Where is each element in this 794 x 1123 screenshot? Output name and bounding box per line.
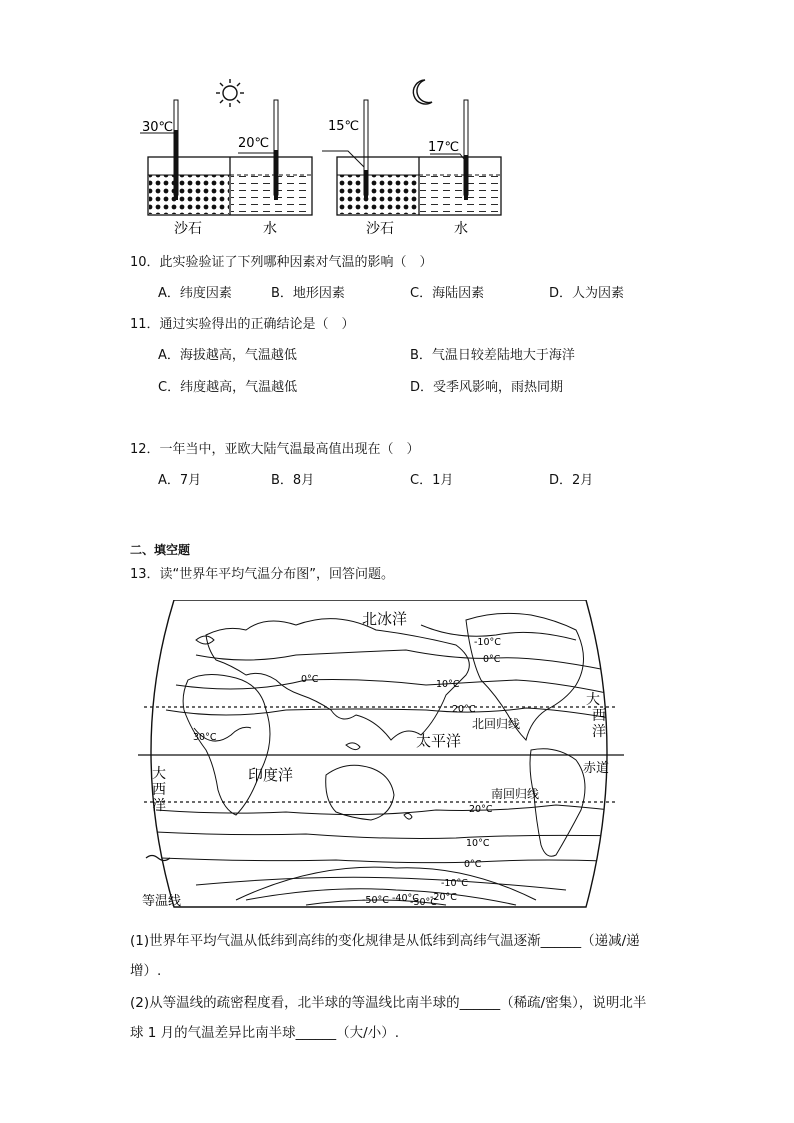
left-container (140, 100, 312, 215)
sun-icon (216, 79, 244, 107)
isotherm-value-labels (193, 637, 501, 908)
q10-option-a[interactable]: A．纬度因素 (158, 286, 232, 301)
world-temperature-map (136, 600, 626, 915)
isotherm-s-0 (161, 858, 626, 863)
temp-sand-day: 30℃ (142, 120, 174, 135)
temp-sand-night: 15℃ (328, 119, 360, 134)
isotherm-n-10 (176, 680, 616, 695)
tropic-of-cancer-label: 北回归线 (472, 717, 521, 731)
question-12-stem: 12．一年当中，亚欧大陆气温最高值出现在（ ） (130, 442, 420, 457)
svg-text:洋: 洋 (592, 724, 606, 740)
section-title: 二、填空题 (130, 543, 191, 557)
equator-label: 赤道 (583, 761, 610, 776)
isotherm-s-10 (156, 832, 626, 839)
label-s-20: 20°C (469, 804, 493, 815)
label-sand-day: 沙石 (174, 221, 202, 237)
fill-question-1-line1: (1)世界年平均气温从低纬到高纬的变化规律是从低纬到高纬气温逐渐______（递减/递 (130, 933, 640, 949)
tropic-of-capricorn-label: 南回归线 (491, 787, 540, 801)
temp-water-day: 20℃ (238, 136, 270, 151)
svg-text:洋: 洋 (152, 798, 166, 814)
label-s-0: 0°C (464, 859, 482, 870)
africa-outline (183, 674, 270, 815)
isotherm-legend-label: 等温线 (142, 894, 182, 909)
q11-option-a[interactable]: A．海拔越高，气温越低 (158, 348, 297, 363)
question-10-stem: 10．此实验验证了下列哪种因素对气温的影响（ ） (130, 255, 433, 270)
label-n-minus10: -10°C (474, 637, 501, 648)
isotherm-n-0 (196, 650, 606, 670)
label-n-0b: 0°C (301, 674, 319, 685)
question-13-stem: 13．读“世界年平均气温分布图”，回答问题。 (130, 567, 395, 582)
moon-icon (413, 80, 432, 104)
label-water-day: 水 (263, 221, 277, 237)
q10-option-c[interactable]: C．海陆因素 (410, 286, 485, 301)
q12-option-d[interactable]: D．2月 (549, 473, 594, 488)
svg-text:西: 西 (592, 708, 606, 724)
right-container (322, 100, 501, 215)
fill-question-2-line2: 球 1 月的气温差异比南半球______（大/小）. (130, 1025, 400, 1041)
isotherm-s-20 (156, 805, 626, 815)
label-s-minus50: -50°C (362, 895, 389, 906)
q10-option-d[interactable]: D．人为因素 (549, 286, 625, 301)
question-11-stem: 11．通过实验得出的正确结论是（ ） (130, 317, 355, 332)
experiment-figure (130, 75, 510, 240)
australia-outline (326, 765, 394, 820)
label-n-20: 20°C (452, 704, 476, 715)
svg-text:大: 大 (152, 766, 166, 782)
label-n-10: 10°C (436, 679, 460, 690)
fill-question-2-line1: (2)从等温线的疏密程度看，北半球的等温线比南半球的______（稀疏/密集），说明北半 (130, 995, 647, 1011)
label-s-minus10: -10°C (441, 878, 468, 889)
q12-option-c[interactable]: C．1月 (410, 473, 454, 488)
q10-option-b[interactable]: B．地形因素 (271, 286, 345, 301)
q11-option-c[interactable]: C．纬度越高，气温越低 (158, 380, 298, 395)
atlantic-right-label (586, 691, 606, 740)
label-n-0: 0°C (483, 654, 501, 665)
arctic-ocean-label: 北冰洋 (362, 610, 408, 628)
temp-water-night: 17℃ (428, 140, 460, 155)
svg-text:西: 西 (152, 782, 166, 798)
atlantic-left-label (152, 765, 166, 814)
q12-option-a[interactable]: A．7月 (158, 473, 202, 488)
q12-option-b[interactable]: B．8月 (271, 473, 315, 488)
label-s-10: 10°C (466, 838, 490, 849)
label-s-minus40: -40°C (392, 893, 419, 904)
svg-text:大: 大 (586, 692, 600, 708)
q11-option-b[interactable]: B．气温日较差陆地大于海洋 (410, 348, 575, 363)
q11-option-d[interactable]: D．受季风影响，雨热同期 (410, 380, 564, 395)
label-sand-night: 沙石 (366, 221, 394, 237)
label-water-night: 水 (454, 221, 468, 237)
label-s-minus30: -30°C (410, 897, 437, 908)
isotherm-n-20 (166, 708, 621, 720)
label-s-minus20: -20°C (430, 892, 457, 903)
pacific-ocean-label: 太平洋 (416, 732, 462, 750)
map-frame (151, 600, 610, 907)
fill-question-1-line2: 增）. (130, 963, 162, 979)
indian-ocean-label: 印度洋 (248, 766, 294, 784)
label-n-30: 30°C (193, 732, 217, 743)
